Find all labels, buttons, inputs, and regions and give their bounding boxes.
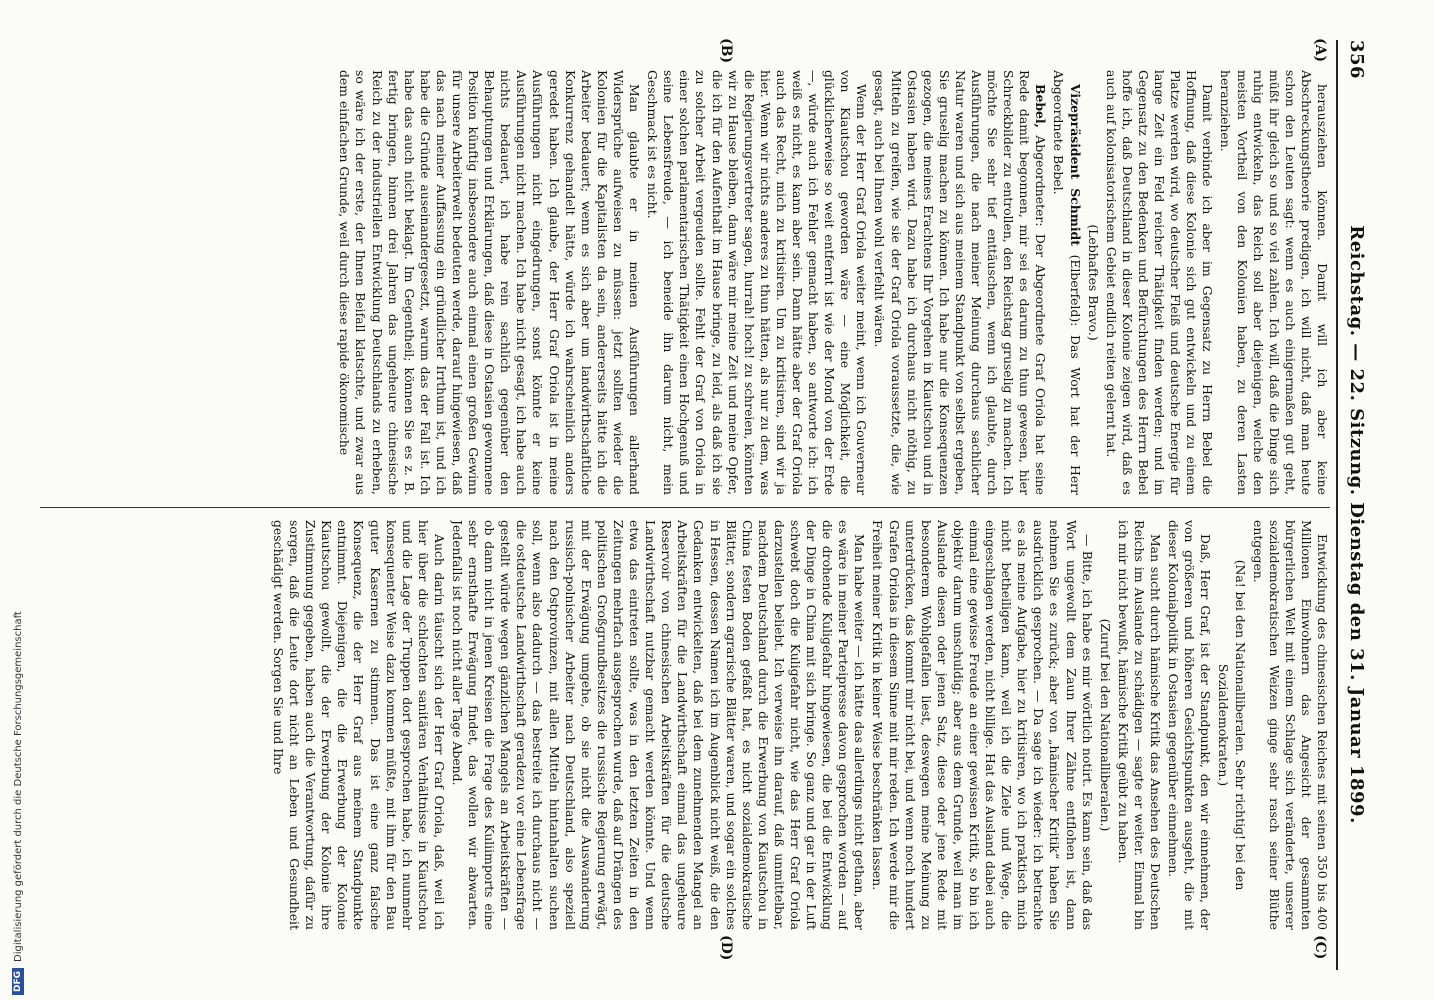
paragraph: herausziehen können. Damit will ich aber keine Abschreckungstheorie predigen, ich will nicht, daß man heute schon den Leuten sagt: wenn es auch einigermaßen gut geht, müßt ihr gleich so und so viel zahlen. Ich will, daß die Dinge sich ruhig entwickeln, das Reich soll aber diejenigen, welche den meisten Vortheil von den Kolonien haben, zu deren Lasten heranziehen. (1218, 70, 1330, 495)
paragraph: Man glaubte er in meinen Ausführungen allerhand Widersprüche aufweisen zu müssen: jetzt sollten wieder die Kolonien für die Kapitalisten da sein, andererseits hätte ich die Arbeiter bedauert; wenn es sich aber um landwirthschaftliche Konkurrenz gehandelt hätte, würde ich wahrscheinlich anders geredet haben. Ich glaube, der Herr Graf Oriola ist in meine Ausführungen nicht eingedrungen, sonst könnte er keine Ausführungen nicht machen. Ich habe nicht gesagt, ich habe auch nichts bedauert, ich habe rein sachlich gegenüber den Behauptungen und Erklärungen, daß diese in Ostasien gewonnene Position künftig insbesondere auch einmal einen großen Gewinn für unsere Arbeiterwelt bedeuten werde, darauf hingewiesen, daß das nach meiner Auffassung ein gründlicher Irrthum ist, und ich habe die Gründe auseinandergesetzt, warum das der Fall ist. Ich habe das auch nicht beklagt. Im Gegentheil; können Sie es z. B. fertig bringen, binnen drei Jahren das ungeheure chinesische Reich zu der industriellen Entwicklung Deutschlands zu erheben, so wäre ich der erste, der Ihnen Beifall klatschte, und zwar aus dem einfachen Grunde, weil durch diese rapide ökonomische (337, 70, 643, 495)
dfg-logo-icon: DFG (12, 968, 24, 995)
paragraph: Auch darin täuscht sich der Herr Graf Oriola, daß, weil ich hier über die schlechten sanitären Verhältnisse in Kiautschou und die Lage der Truppen dort gesprochen habe, ich nunmehr konsequenter Weise dazu kommen müßte, mit ihm für den Bau guter Kasernen zu stimmen. Das ist eine ganz falsche Konsequenz, die der Herr Graf aus meinem Standpunkte entnimmt. Diejenigen, die die Erwerbung der Kolonie Kiautschou gewollt, die der Erwerbung der Kolonie ihre Zustimmung gegeben, haben auch die Verantwortung, dafür zu sorgen, daß die Leute dort nicht an Leben und Gesundheit geschädigt werden. Sorgen Sie und Ihre (271, 520, 447, 930)
paragraph-text: (Elberfeld): Das Wort hat der Herr Abgeordnete Bebel. (1051, 70, 1083, 495)
paragraph: Damit verbinde ich aber im Gegensatz zu Herrn Bebel die Hoffnung, daß diese Kolonie sich gut entwickeln und zu einem Platze werden wird, wo deutscher Fleiß und deutsche Energie für lange Zeit ein Feld reicher Thätigkeit finden werden; und im Gegensatz zu den Bedenken und Befürchtungen des Herrn Bebel hoffe ich, daß Deutschland in dieser Kolonie zeigen wird, daß es auch auf kolonisatorischem Gebiet endlich reiten gelernt hat. (1103, 70, 1216, 495)
funding-footer (12, 395, 24, 995)
paragraph (1050, 70, 1082, 495)
paragraph: Wenn der Herr Graf Oriola weiter meint, wenn ich Gouverneur von Kiautschou geworden wäre — eine Möglichkeit, die glücklicherweise so weit entfernt ist wie der Mond von der Erde —, würde auch ich Fehler gemacht haben, so antworte ich: ich weiß es nicht, es kann aber sein. Dann hätte aber der Graf Oriola auch das Recht, mich zu kritisiren. Um zu kritisiren, sind wir ja hier. Wenn wir nichts anderes zu thun hätten, als nur zu dem, was die Regierungsvertreter sagen, hurrah! hoch! zu schreien, könnten wir zu Hause bleiben, dann wäre mir meine Zeit und meine Opfer, die ich für den Aufenthalt im Hause bringe, zu leid, als daß ich sie zu solcher Arbeit vergeuden sollte. Fehlt der Graf von Oriola in einer solchen parlamentarischen Thätigkeit einen Hochgenuß und seine Lebensfreude, — ich beneide ihn darum nicht, mein Geschmack ist es nicht. (645, 70, 870, 495)
paragraph: — Bitte, ich habe es mir wörtlich notirt. Es kann sein, daß das Wort ungewollt dem Zaun Ihrer Zähne entflohen ist, dann nehmen Sie es zurück; aber von „hämischer Kritik“ haben Sie ausdrücklich gesprochen. — Da sage ich wieder: ich betrachte es als meine Aufgabe, hier zu kritisiren, wo ich praktisch mich nicht betheiligen kann, weil ich die Ziele und Wege, die eingeschlagen werden, nicht billige. Hat das Ausland dabei auch einmal eine gewisse Freude an einer gewissen Kritik, so bin ich objektiv darum unschuldig; aber aus dem Grunde, weil man im Auslande diesen oder jenen Satz, diese oder jene Rede mit besonderem Wohlgefallen liest, deswegen meine Meinung zu unterdrücken, das kommt mir nicht bei, und wenn noch hundert Grafen Oriolas in diesem Sinne mit mir reden. Ich werde mir die Freiheit meiner Kritik in keiner Weise beschränken lassen. (870, 520, 1095, 930)
interjection: (Lebhaftes Bravo.) (1085, 224, 1101, 341)
funding-text: Digitalisierung gefördert durch die Deutsche Forschungsgemeinschaft (12, 611, 24, 962)
paragraph: Entwicklung des chinesischen Reiches mit seinen 350 bis 400 Millionen Einwohnern das Angesicht der gesammten bürgerlichen Welt mit einem Schlage sich veränderte, unserer sozialdemokratischen Weizen ginge sehr rasch seiner Blüthe entgegen. (1250, 520, 1330, 930)
interjection: (Zuruf bei den Nationalliberalen.) (1097, 618, 1113, 832)
paragraph-text: Abgeordneter: Der Abgeordnete Graf Oriola hat seine Rede damit begonnen, mir sei es darum zu thun gewesen, hier Schreckbilder zu entrollen, den Reichstag gruselig zu machen. Ich möchte Sie sehr tief enttäuschen, wenn ich glaubte, durch Ausführungen, die nach meiner Meinung durchaus sachlicher Natur waren und sich aus meinem Standpunkt von selbst ergeben, Sie gruselig machen zu können. Ich habe nur die Konsequenzen gezogen, die meines Erachtens Ihr Vorgehen in Kiautschou und in Ostasien haben wird. Dazu habe ich durchaus nicht nöthig, zu Mitteln zu greifen, wie sie der Graf Oriola voraussetzte, die, wie gesagt, auch bei Ihnen wohl verfehlt wären. (872, 70, 1049, 495)
paragraph (871, 70, 1048, 495)
page-header (1340, 40, 1374, 970)
margin-marker-c: (C) (1312, 935, 1328, 960)
margin-marker-d: (D) (718, 935, 734, 961)
margin-marker-a: (A) (1312, 38, 1328, 63)
paragraph: Man sucht durch hämische Kritik das Ansehen des Deutschen Reichs im Auslande zu schädigen — sagte er weiter. Einmal bin ich mir nicht bewußt, hämische Kritik geübt zu haben. (1115, 520, 1164, 930)
speaker-name: Bebel, (1033, 84, 1049, 128)
paragraph: Daß, Herr Graf, ist der Standpunkt, den wir einnehmen, der von größeren und höheren Gesichtspunkten ausgeht, die mit dieser Kolonialpolitik in Ostasien gegenüber einnehmen. (1166, 520, 1214, 930)
paragraph: Man habe weiter — ich hätte das allerdings nicht gethan, aber es wäre in meiner Parteipresse davon gesprochen worden — auf die drohende Kuligefahr hingewiesen, die bei die Entwicklung der Dinge in China mit sich bringe. So ganz und gar in der Luft schwebt doch die Kuligefahr nicht, wie das Herr Graf Oriola darzustellen beliebt. Ich verweise ihn darauf, daß unmittelbar, nachdem Deutschland durch die Erwerbung von Kiautschou in China festen Boden gefaßt hat, es nicht sozialdemokratische Blätter, sondern agrarische Blätter waren, und sogar ein solches in Hessen, dessen Namen ich im Augenblick nicht weiß, die den Gedanken entwickelten, daß bei dem zunehmenden Mangel an Arbeitskräften für die Landwirthschaft einmal das ungeheure Reservoir von chinesischen Arbeitskräften für die deutsche Landwirthschaft nutzbar gemacht werden könnte. Und wenn etwa das eintreten sollte, was in den letzten Zeiten in den Zeitungen mehrfach ausgesprochen wurde, daß auf Drängen des politischen Großgrundbesitzes die russische Regierung erwägt, mit der Erwägung umgehe, ob sie nicht die Auswanderung russisch-polnischer Arbeiter nach Deutschland, also speziell nach den Ostprovinzen, mit allen Mitteln hintanhalten suchen soll, wenn also dadurch — das bestreite ich durchaus nicht — die ostdeutsche Landwirthschaft geradezu vor eine Lebensfrage gestellt würde wegen gänzlichen Mangels an Arbeitskräften — ob dann nicht in jenen Kreisen die Frage des Kuliimports eine sehr ernsthafte Erwägung findet, das wollen wir abwarten. Jedenfalls ist noch nicht aller Tage Abend. (450, 520, 868, 930)
interjection: (Na! bei den Nationalliberalen. Sehr richtig! bei den Sozialdemokraten.) (1216, 559, 1248, 891)
page-number: 356 (1346, 40, 1368, 80)
left-column (40, 70, 1330, 495)
speaker-name: Vizepräsident Schmidt (1067, 84, 1083, 246)
header-rule (1336, 40, 1338, 970)
page-title: Reichstag. — 22. Sitzung. Dienstag den 31. Januar 1899. (1346, 225, 1368, 824)
right-column (40, 520, 1330, 930)
margin-marker-b: (B) (718, 38, 734, 64)
column-divider (40, 507, 1330, 508)
